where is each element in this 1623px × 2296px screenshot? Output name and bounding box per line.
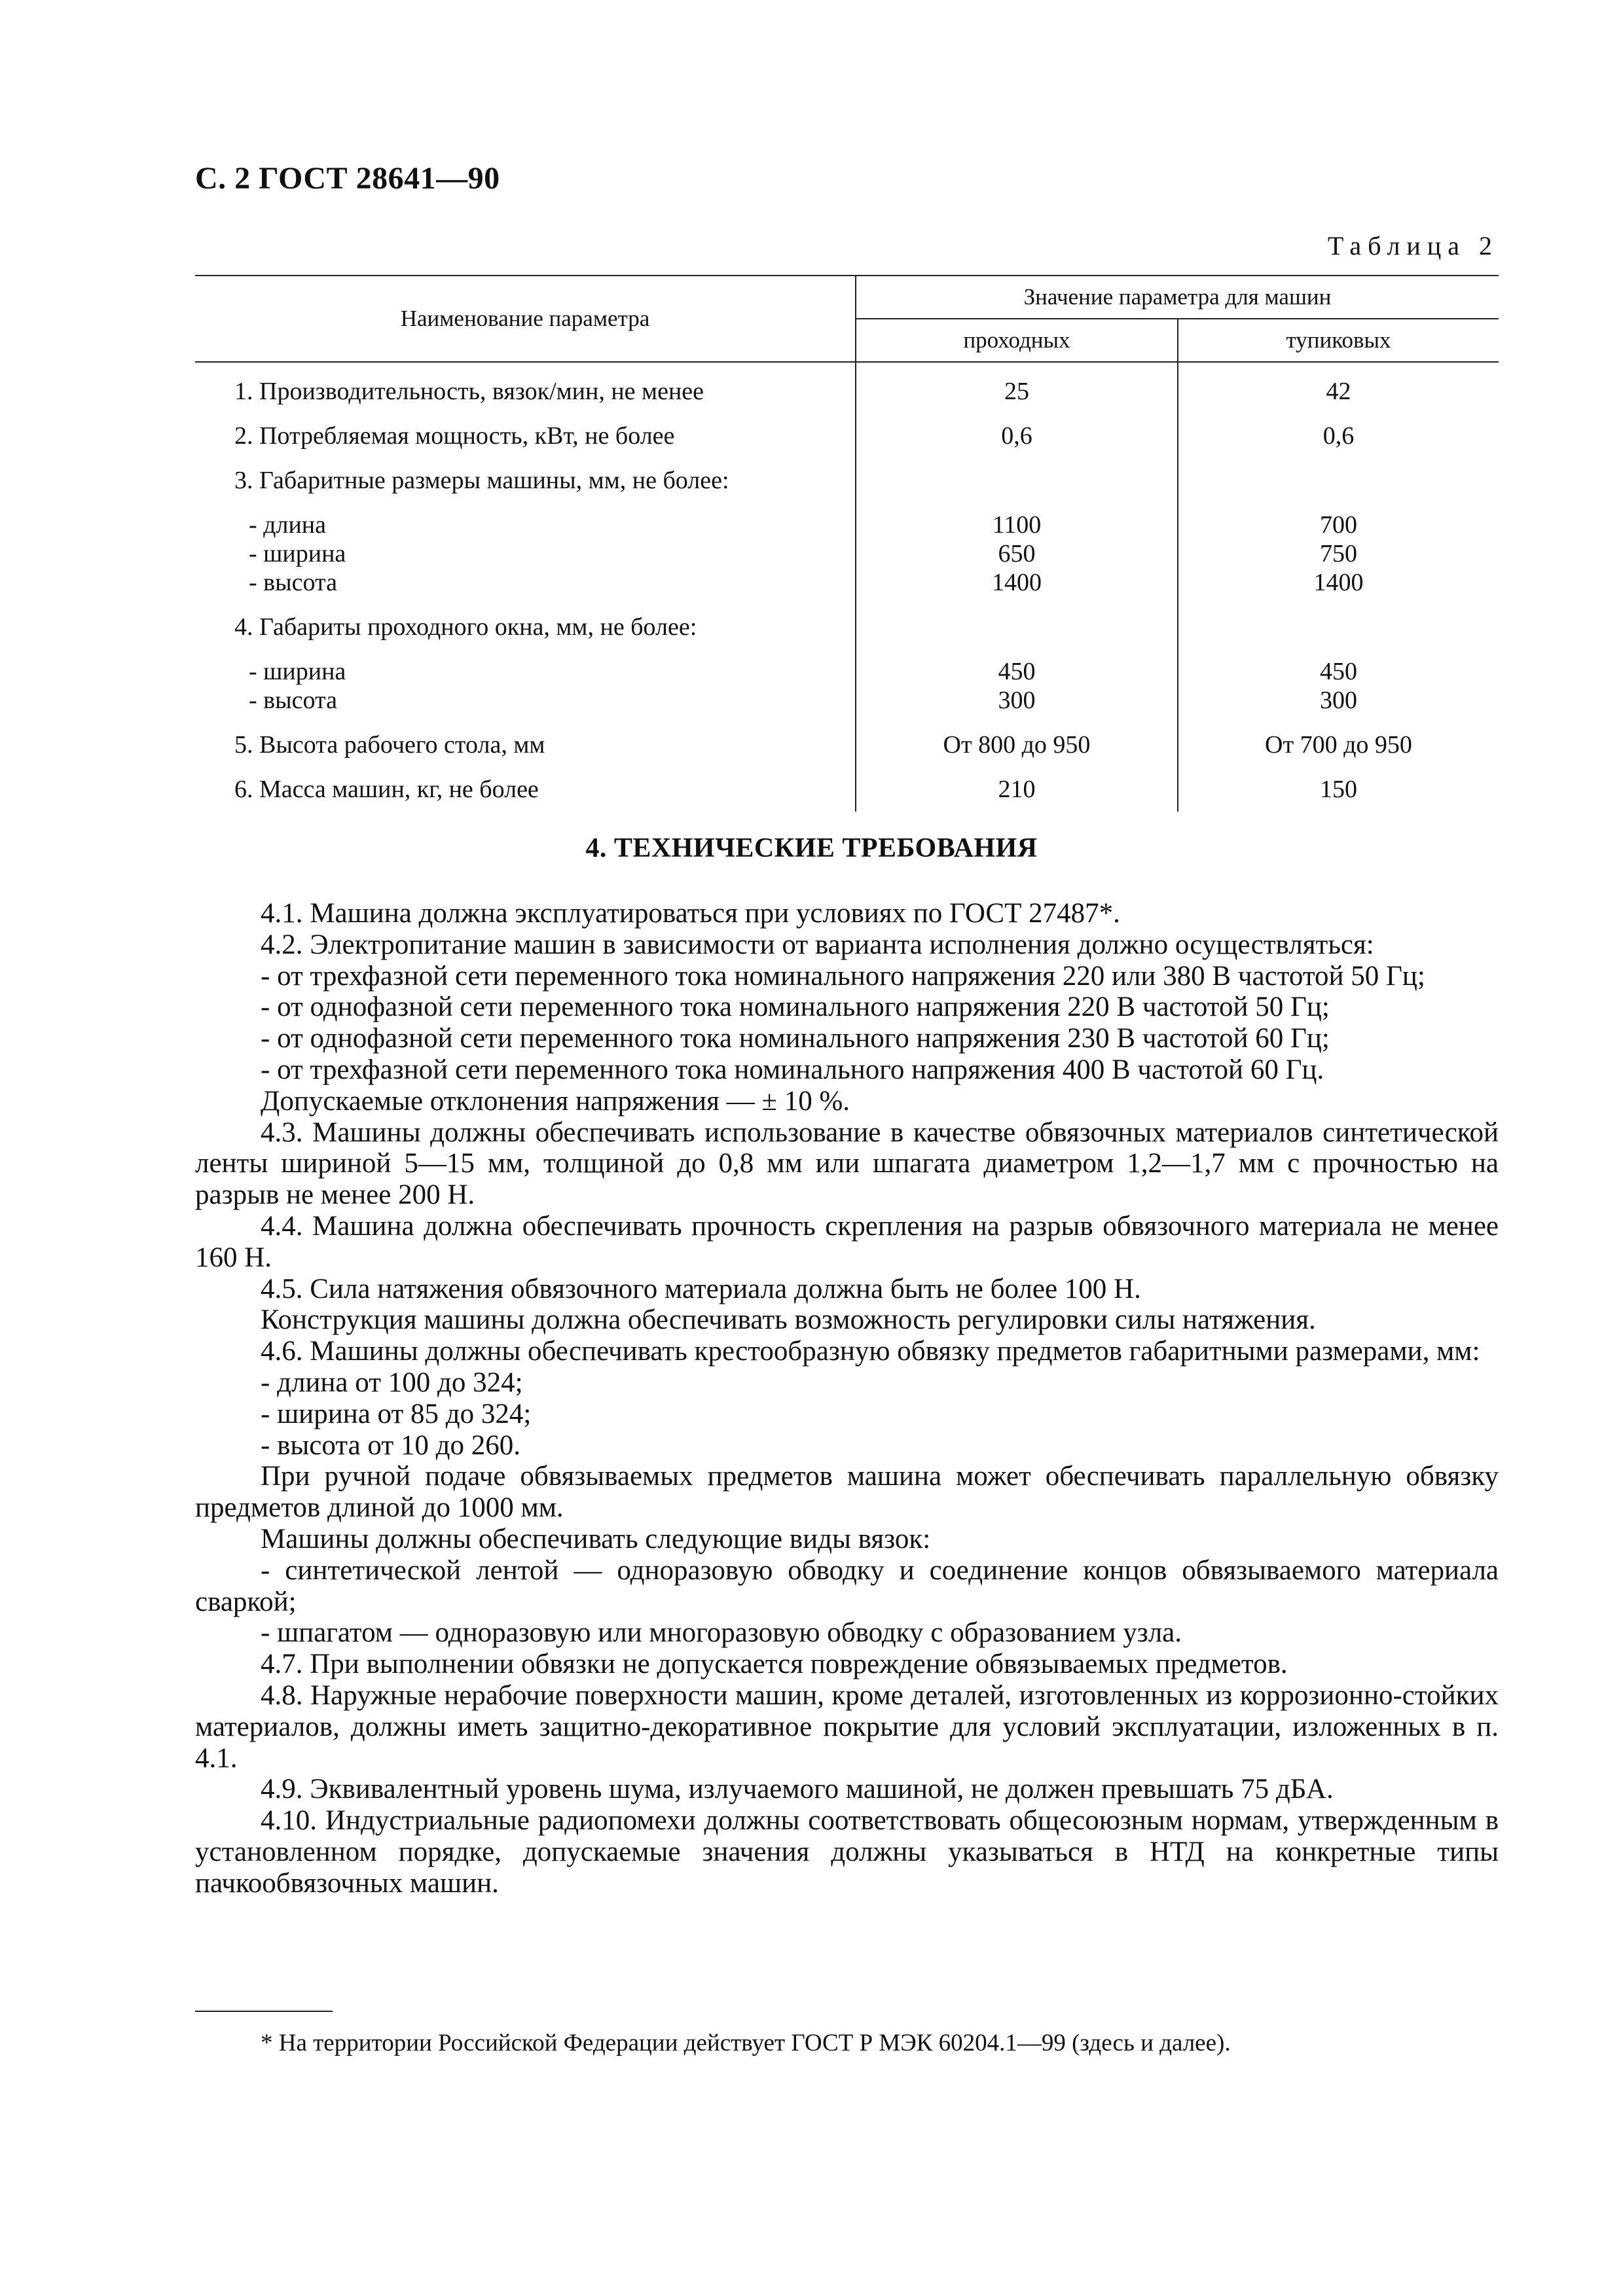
- footnote: * На территории Российской Федерации действует ГОСТ Р МЭК 60204.1—99 (здесь и далее).: [261, 2030, 1231, 2056]
- value-pass-through: 1100: [992, 511, 1042, 539]
- column-header-pass-through: проходных: [856, 319, 1178, 362]
- table-caption: Таблица 2: [1327, 231, 1499, 260]
- paragraph: - ширина от 85 до 324;: [261, 1398, 532, 1429]
- paragraph: При ручной подаче обвязываемых предметов машина может обеспечивать параллельную обвязку предметов длиной до 1000 мм.: [195, 1461, 1499, 1524]
- page-header: С. 2 ГОСТ 28641—90: [195, 161, 500, 196]
- value-pass-through: 650: [998, 540, 1036, 567]
- sub-item-label: - ширина: [249, 540, 346, 567]
- footnote-divider: [195, 2011, 333, 2012]
- value-pass-through: От 800 до 950: [856, 730, 1178, 775]
- value-dead-end: 300: [1320, 687, 1357, 714]
- sub-item-label: - длина: [249, 511, 326, 539]
- value-pass-through: 0,6: [856, 422, 1178, 466]
- paragraph: 4.2. Электропитание машин в зависимости от варианта исполнения должно осуществляться:: [261, 929, 1374, 960]
- row-name: 3. Габаритные размеры машины, мм, не более:: [195, 466, 856, 511]
- table-row: [195, 511, 1499, 613]
- paragraph: - от однофазной сети переменного тока номинального напряжения 220 В частотой 50 Гц;: [261, 992, 1330, 1023]
- values-dead-end: [1178, 657, 1499, 730]
- row-name: 4. Габариты проходного окна, мм, не более:: [195, 613, 856, 657]
- paragraph: - от трехфазной сети переменного тока номинального напряжения 220 или 380 В частотой 50 Гц;: [261, 960, 1425, 992]
- requirements-text: [195, 898, 1499, 1899]
- table-row: [195, 613, 1499, 657]
- paragraph: - от однофазной сети переменного тока номинального напряжения 230 В частотой 60 Гц;: [261, 1023, 1330, 1054]
- paragraph: 4.9. Эквивалентный уровень шума, излучаемого машиной, не должен превышать 75 дБА.: [261, 1774, 1334, 1805]
- value-dead-end: [1178, 613, 1499, 657]
- row-name: 6. Масса машин, кг, не более: [195, 775, 856, 812]
- paragraph: 4.4. Машина должна обеспечивать прочность скрепления на разрыв обвязочного материала не менее 160 Н.: [195, 1210, 1499, 1273]
- column-header-parameter-name: Наименование параметра: [195, 276, 856, 362]
- sub-item-label: - высота: [249, 687, 337, 714]
- value-pass-through: 450: [998, 658, 1036, 685]
- paragraph: 4.10. Индустриальные радиопомехи должны соответствовать общесоюзным нормам, утвержденным в установленном порядке, допускаемые значения должны указываться в НТД на конкретные типы пачкообвязочных машин.: [195, 1805, 1499, 1899]
- paragraph: 4.3. Машины должны обеспечивать использование в качестве обвязочных материалов синтетической ленты шириной 5—15 мм, толщиной до 0,8 мм или шпагата диаметром 1,2—1,7 мм с прочностью на разрыв не менее 200 Н.: [195, 1117, 1499, 1211]
- row-sub-items: [195, 511, 856, 613]
- row-name: 2. Потребляемая мощность, кВт, не более: [195, 422, 856, 466]
- paragraph: - длина от 100 до 324;: [261, 1367, 523, 1398]
- value-pass-through: 300: [998, 687, 1036, 714]
- sub-item-label: - высота: [249, 569, 337, 596]
- value-pass-through: 25: [856, 362, 1178, 422]
- table-row: [195, 657, 1499, 730]
- row-name: 5. Высота рабочего стола, мм: [195, 730, 856, 775]
- paragraph: Допускаемые отклонения напряжения — ± 10 %.: [261, 1085, 850, 1117]
- paragraph: 4.6. Машины должны обеспечивать крестообразную обвязку предметов габаритными размерами, мм:: [261, 1336, 1480, 1367]
- value-dead-end: 700: [1320, 511, 1357, 539]
- table-row: [195, 362, 1499, 422]
- value-dead-end: 750: [1320, 540, 1357, 567]
- table-row: [195, 466, 1499, 511]
- values-dead-end: [1178, 511, 1499, 613]
- paragraph: Конструкция машины должна обеспечивать возможность регулировки силы натяжения.: [261, 1304, 1316, 1336]
- row-name: 1. Производительность, вязок/мин, не менее: [195, 362, 856, 422]
- paragraph: - высота от 10 до 260.: [261, 1429, 521, 1461]
- paragraph: 4.5. Сила натяжения обвязочного материала должна быть не более 100 Н.: [261, 1273, 1141, 1304]
- values-pass-through: [856, 657, 1178, 730]
- sub-item-label: - ширина: [249, 658, 346, 685]
- value-pass-through: [856, 466, 1178, 511]
- section-title: 4. ТЕХНИЧЕСКИЕ ТРЕБОВАНИЯ: [585, 833, 1038, 863]
- paragraph: 4.8. Наружные нерабочие поверхности машин, кроме деталей, изготовленных из коррозионно-стойких материалов, должны иметь защитно-декоративное покрытие для условий эксплуатации, изложенных в п. 4.1.: [195, 1679, 1499, 1774]
- table-row: [195, 422, 1499, 466]
- paragraph: - шпагатом — одноразовую или многоразовую обводку с образованием узла.: [261, 1617, 1182, 1649]
- column-header-parameter-value: Значение параметра для машин: [856, 276, 1499, 319]
- value-dead-end: 42: [1326, 378, 1351, 405]
- value-pass-through: 210: [856, 775, 1178, 812]
- value-dead-end: 450: [1320, 658, 1357, 685]
- value-dead-end: От 700 до 950: [1265, 731, 1412, 759]
- value-dead-end: 1400: [1313, 569, 1364, 596]
- paragraph: Машины должны обеспечивать следующие виды вязок:: [261, 1523, 931, 1554]
- parameters-table: [195, 275, 1499, 812]
- row-sub-items: [195, 657, 856, 730]
- value-dead-end: [1178, 466, 1499, 511]
- value-pass-through: [856, 613, 1178, 657]
- paragraph: 4.1. Машина должна эксплуатироваться при условиях по ГОСТ 27487*.: [261, 898, 1120, 929]
- paragraph: - от трехфазной сети переменного тока номинального напряжения 400 В частотой 60 Гц.: [261, 1054, 1324, 1085]
- values-pass-through: [856, 511, 1178, 613]
- paragraph: 4.7. При выполнении обвязки не допускается повреждение обвязываемых предметов.: [261, 1649, 1288, 1680]
- paragraph: - синтетической лентой — одноразовую обводку и соединение концов обвязываемого материала сваркой;: [195, 1554, 1499, 1617]
- table-row: [195, 730, 1499, 775]
- value-pass-through: 1400: [992, 569, 1042, 596]
- value-dead-end: 0,6: [1322, 422, 1355, 450]
- column-header-dead-end: тупиковых: [1178, 319, 1499, 362]
- table-row: [195, 775, 1499, 812]
- value-dead-end: 150: [1320, 776, 1357, 803]
